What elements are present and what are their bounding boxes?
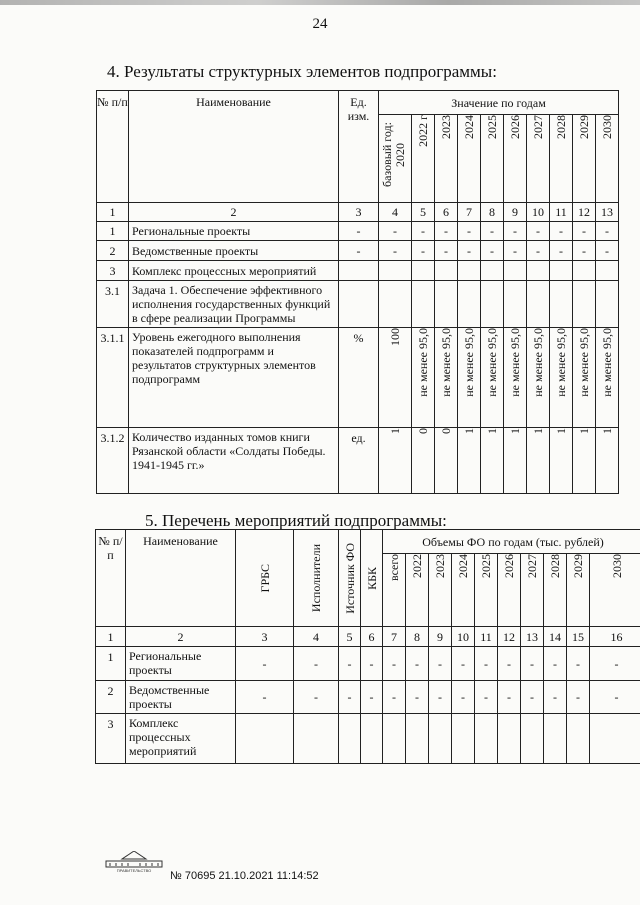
header-unit: Ед. изм.: [339, 91, 379, 203]
header-num: № п/п: [96, 530, 126, 627]
header-year: 2029: [573, 115, 596, 203]
header-kbk: КБК: [361, 530, 383, 627]
document-id: № 70695 21.10.2021 11:14:52: [170, 870, 319, 882]
header-year: 2030: [596, 115, 619, 203]
table-row: 2 Ведомственные проекты - - - - - - - - - - - - - -: [96, 681, 640, 714]
header-year: 2026: [504, 115, 527, 203]
header-year: 2025: [481, 115, 504, 203]
header-year: 2027: [527, 115, 550, 203]
header-executors: Исполнители: [294, 530, 339, 627]
header-year: 2030: [590, 554, 640, 627]
header-year: 2028: [544, 554, 567, 627]
activities-table: [95, 529, 640, 764]
table-row: 3.1 Задача 1. Обеспечение эффективного исполнения государственных функций в сфере реализации Программы: [97, 281, 619, 328]
header-year: базовый год: 2020: [379, 115, 412, 203]
column-numbers-row: 1 2 3 4 5 6 7 8 9 10 11 12 13: [97, 203, 619, 222]
page-number: 24: [312, 16, 328, 32]
header-year: 2022 г: [412, 115, 435, 203]
section5-title: 5. Перечень мероприятий подпрограммы:: [145, 511, 447, 530]
header-year: 2024: [458, 115, 481, 203]
header-name: Наименование: [126, 530, 236, 627]
results-table: [96, 90, 619, 494]
header-year: 2025: [475, 554, 498, 627]
header-grbs: ГРБС: [236, 530, 294, 627]
header-year: 2026: [498, 554, 521, 627]
section4-title: 4. Результаты структурных элементов подпрограммы:: [107, 62, 497, 81]
header-year: 2027: [521, 554, 544, 627]
header-volumes: Объемы ФО по годам (тыс. рублей): [383, 530, 640, 554]
table-row: 3.1.1 Уровень ежегодного выполнения показателей подпрограмм и результатов структурных элементов подпрограмм % 100 не менее 95,0 не менее 95,0 не менее 95,0 не менее 95,0 не менее 95,0 не менее 95,0 не менее 95,0 не менее 95,0 не менее 95,0: [97, 328, 619, 428]
header-year: 2029: [567, 554, 590, 627]
header-source: Источник ФО: [339, 530, 361, 627]
header-year: всего: [383, 554, 406, 627]
header-num: № п/п: [97, 91, 129, 203]
stamp-label: ПРАВИТЕЛЬСТВО: [116, 868, 152, 873]
table-row: 2 Ведомственные проекты - - - - - - - - - - -: [97, 241, 619, 261]
table-row: 3 Комплекс процессных мероприятий: [96, 714, 640, 764]
header-year: 2023: [429, 554, 452, 627]
header-year: 2023: [435, 115, 458, 203]
table-row: 1 Региональные проекты - - - - - - - - - - -: [97, 222, 619, 241]
header-values-by-year: Значение по годам: [379, 91, 619, 115]
header-year: 2028: [550, 115, 573, 203]
government-stamp-icon: [104, 851, 164, 873]
column-numbers-row: 1 2 3 4 5 6 7 8 9 10 11 12 13 14 15 16: [96, 627, 640, 647]
table-row: 3.1.2 Количество изданных томов книги Рязанской области «Солдаты Победы. 1941-1945 гг.» ед. 1 0 0 1 1 1 1 1 1 1: [97, 428, 619, 494]
header-name: Наименование: [129, 91, 339, 203]
table-row: 3 Комплекс процессных мероприятий: [97, 261, 619, 281]
header-year: 2022: [406, 554, 429, 627]
scan-edge: [0, 0, 640, 5]
header-year: 2024: [452, 554, 475, 627]
table-row: 1 Региональные проекты - - - - - - - - - - - - - -: [96, 647, 640, 681]
